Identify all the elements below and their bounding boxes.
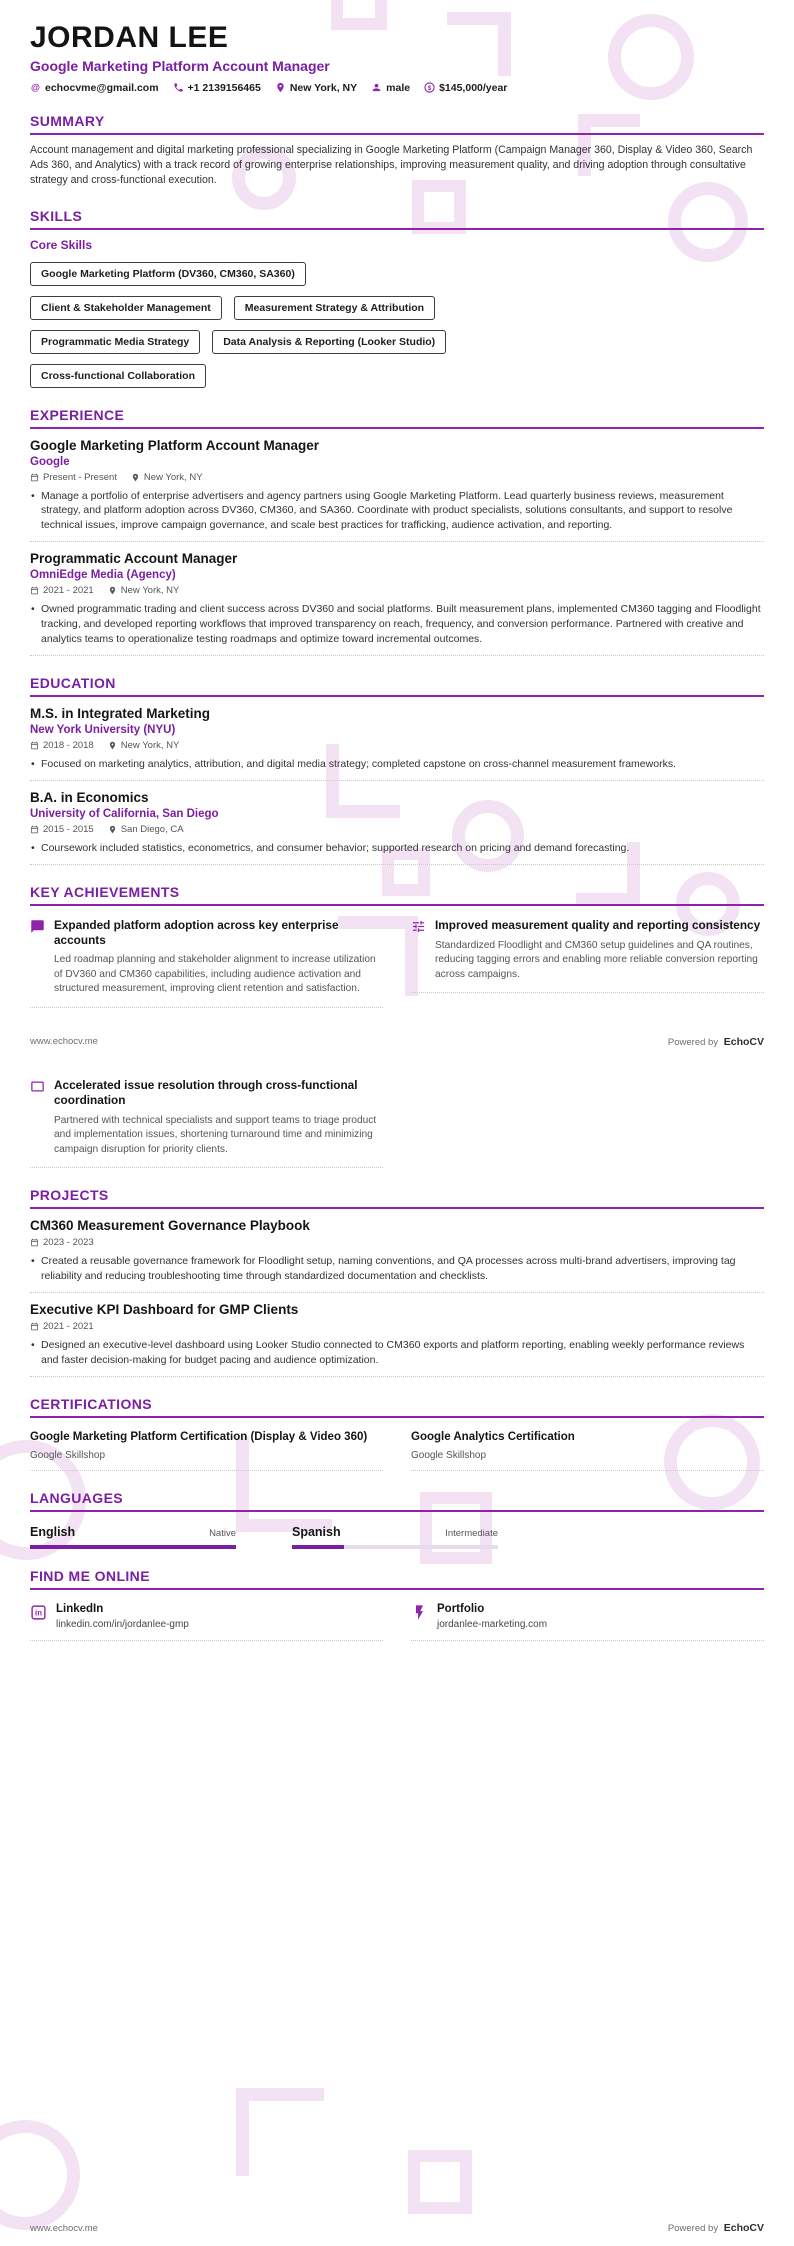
school-name: University of California, San Diego [30, 807, 219, 820]
education-section [30, 675, 764, 865]
calendar-icon [30, 473, 39, 482]
skills-heading: SKILLS [30, 208, 764, 230]
certification-issuer: Google Skillshop [411, 1449, 487, 1461]
calendar-icon [30, 586, 39, 595]
job-meta [30, 472, 764, 483]
education-dates: 2018 - 2018 [30, 740, 94, 751]
project-meta [30, 1237, 764, 1248]
project-entry [30, 1302, 764, 1377]
resume-header [30, 22, 764, 94]
portfolio-link[interactable] [411, 1603, 764, 1641]
calendar-icon [30, 1322, 39, 1331]
dollar-icon [424, 82, 435, 93]
education-entry [30, 790, 764, 865]
certifications-grid [30, 1430, 764, 1471]
project-title: CM360 Measurement Governance Playbook [30, 1218, 310, 1234]
achievement-title: Improved measurement quality and reporting consistency [435, 917, 761, 932]
online-heading: FIND ME ONLINE [30, 1568, 764, 1590]
certification-item [30, 1430, 383, 1471]
project-title: Executive KPI Dashboard for GMP Clients [30, 1301, 299, 1317]
salary-contact [424, 82, 507, 94]
project-bullet: • Created a reusable governance framework for Floodlight setup, naming conventions, and QA processes across multi-brand advertisers, improving tag reliability and reducing troubleshooting time through standardized documentation and checklists. [30, 1254, 764, 1284]
achievement-title: Accelerated issue resolution through cross-functional coordination [54, 1077, 358, 1108]
echocv-brand[interactable]: EchoCV [723, 1035, 764, 1048]
experience-heading: EXPERIENCE [30, 407, 764, 429]
location-contact [275, 82, 357, 94]
language-name: English [30, 1524, 76, 1539]
project-bullets [30, 1254, 764, 1284]
calendar-icon [30, 1238, 39, 1247]
location-icon [108, 825, 117, 834]
job-bullets [30, 602, 764, 647]
skills-list [30, 262, 500, 388]
certifications-heading: CERTIFICATIONS [30, 1396, 764, 1418]
email-text: echocvme@gmail.com [45, 81, 159, 94]
online-section [30, 1568, 764, 1641]
footer-site-link[interactable]: www.echocv.me [30, 1036, 98, 1048]
certifications-section [30, 1396, 764, 1471]
person-icon [371, 82, 382, 93]
achievement-text: Partnered with technical specialists and support teams to triage product and implementation issues, shortening turnaround time and minimizing campaign disruption for priority clients. [54, 1114, 377, 1155]
skills-group-label: Core Skills [30, 237, 93, 252]
job-meta [30, 585, 764, 596]
footer-site-link[interactable]: www.echocv.me [30, 2222, 98, 2234]
education-meta [30, 824, 764, 835]
education-location: New York, NY [108, 740, 180, 751]
language-item [30, 1525, 236, 1549]
project-dates: 2023 - 2023 [30, 1237, 94, 1248]
sliders-icon [411, 919, 426, 934]
skill-chip: Client & Stakeholder Management [30, 296, 222, 320]
phone-icon [173, 82, 184, 93]
page-footer [30, 2222, 764, 2238]
achievements-grid [30, 918, 764, 1008]
language-level: Native [209, 1527, 236, 1539]
degree-title: B.A. in Economics [30, 789, 149, 805]
language-progress-track [30, 1545, 236, 1549]
powered-by: Powered by EchoCV [667, 1035, 764, 1048]
achievement-title: Expanded platform adoption across key enterprise accounts [54, 917, 339, 948]
skill-chip: Data Analysis & Reporting (Looker Studio) [212, 330, 446, 354]
languages-section [30, 1490, 764, 1549]
project-entry [30, 1218, 764, 1293]
location-icon [275, 82, 286, 93]
calendar-icon [30, 825, 39, 834]
language-level: Intermediate [445, 1527, 498, 1539]
language-item [292, 1525, 498, 1549]
education-dates: 2015 - 2015 [30, 824, 94, 835]
achievement-item [30, 918, 383, 1008]
gender-text: male [386, 81, 411, 94]
powered-by: Powered by EchoCV [667, 2222, 764, 2234]
location-icon [131, 473, 140, 482]
job-bullet: • Owned programmatic trading and client success across DV360 and social platforms. Built measurement plans, implemented CM360 tagging and Floodlight tracking, and developed reporting workflows that improved transparency on reach, frequency, and conversion performance. Partnered with creative and analytics teams to operationalize testing roadmaps and optimize toward incremental outcomes. [30, 602, 764, 647]
language-progress-fill [30, 1545, 236, 1549]
certification-issuer: Google Skillshop [30, 1449, 106, 1461]
linkedin-icon [30, 1604, 47, 1621]
link-label: Portfolio [437, 1602, 485, 1615]
job-bullet: • Manage a portfolio of enterprise advertisers and agency partners using Google Marketing Platform. Lead quarterly business reviews, measurement strategy, and platform adoption across DV360, CM360, and SA360. Coordinate with product specialists, solutions consultants, and support to resolve technical issues, improve campaign governance, and scale best practices for trafficking, audience activation, and reporting. [30, 489, 764, 534]
summary-heading: SUMMARY [30, 113, 764, 135]
experience-entry [30, 551, 764, 656]
achievements-heading: KEY ACHIEVEMENTS [30, 884, 764, 906]
education-meta [30, 740, 764, 751]
link-url: linkedin.com/in/jordanlee-gmp [56, 1618, 189, 1630]
email-contact[interactable] [30, 82, 159, 94]
school-name: New York University (NYU) [30, 724, 176, 737]
job-location: New York, NY [108, 585, 180, 596]
language-progress-fill [292, 1545, 344, 1549]
job-title: Google Marketing Platform Account Manager [30, 437, 320, 453]
education-bullet: • Coursework included statistics, econometrics, and consumer behavior; supported research on pricing and demand forecasting. [30, 841, 764, 856]
link-url: jordanlee-marketing.com [437, 1618, 548, 1630]
candidate-name: JORDAN LEE [30, 21, 229, 54]
summary-text: Account management and digital marketing professional specializing in Google Marketing Platform (Campaign Manager 360, Display & Video 360, Search Ads 360, and Analytics) with a track record of growing enterprise relationships, improving measurement quality, and driving adoption through consultative strategy and cross-functional execution. [30, 143, 753, 187]
languages-list [30, 1525, 764, 1549]
degree-title: M.S. in Integrated Marketing [30, 706, 211, 722]
achievement-text: Standardized Floodlight and CM360 setup guidelines and QA routines, reducing tagging errors and enabling more reliable conversion reporting across campaigns. [435, 939, 758, 980]
project-bullet: • Designed an executive-level dashboard using Looker Studio connected to CM360 exports and platform reporting, enabling weekly performance reviews and faster decision-making for budget pacing and audience optimization. [30, 1338, 764, 1368]
card-icon [30, 1079, 45, 1094]
email-icon [30, 82, 41, 93]
skill-chip: Programmatic Media Strategy [30, 330, 200, 354]
link-label: LinkedIn [56, 1602, 104, 1615]
experience-section [30, 407, 764, 656]
location-icon [108, 586, 117, 595]
achievement-item [30, 1078, 383, 1168]
projects-section [30, 1187, 764, 1377]
location-text: New York, NY [289, 81, 358, 94]
job-dates: 2021 - 2021 [30, 585, 94, 596]
location-icon [108, 741, 117, 750]
education-bullet: • Focused on marketing analytics, attribution, and digital media strategy; completed capstone on cross-channel measurement frameworks. [30, 757, 764, 772]
projects-heading: PROJECTS [30, 1187, 764, 1209]
education-entry [30, 706, 764, 781]
page-footer [30, 1036, 764, 1048]
echocv-brand[interactable]: EchoCV [723, 2222, 764, 2234]
achievement-item [411, 918, 764, 993]
languages-heading: LANGUAGES [30, 1490, 764, 1512]
project-bullets [30, 1338, 764, 1368]
online-links [30, 1603, 764, 1641]
education-bullets [30, 841, 764, 856]
achievements-section [30, 884, 764, 1008]
certification-title: Google Analytics Certification [411, 1430, 575, 1443]
project-dates: 2021 - 2021 [30, 1321, 94, 1332]
phone-contact[interactable] [173, 82, 261, 94]
calendar-icon [30, 741, 39, 750]
certification-item [411, 1430, 764, 1471]
skill-chip: Cross-functional Collaboration [30, 364, 206, 388]
company-name: OmniEdge Media (Agency) [30, 569, 176, 582]
language-name: Spanish [292, 1524, 341, 1539]
linkedin-link[interactable] [30, 1603, 383, 1641]
phone-text: +1 2139156465 [187, 81, 261, 94]
salary-text: $145,000/year [439, 81, 508, 94]
experience-entry [30, 438, 764, 543]
language-progress-track [292, 1545, 498, 1549]
job-location: New York, NY [131, 472, 203, 483]
skill-chip: Measurement Strategy & Attribution [234, 296, 435, 320]
skill-chip: Google Marketing Platform (DV360, CM360, SA360) [30, 262, 306, 286]
contact-row [30, 82, 764, 94]
job-title: Programmatic Account Manager [30, 551, 238, 567]
skills-section [30, 208, 764, 388]
education-bullets [30, 757, 764, 772]
achievement-text: Led roadmap planning and stakeholder alignment to increase utilization of DV360 and CM360 capabilities, including audience activation and structured measurement, improving client retention and satisfaction. [54, 954, 376, 995]
job-dates: Present - Present [30, 472, 117, 483]
lightning-icon [411, 1604, 428, 1621]
candidate-title: Google Marketing Platform Account Manager [30, 57, 330, 74]
education-heading: EDUCATION [30, 675, 764, 697]
job-bullets [30, 489, 764, 534]
project-meta [30, 1321, 764, 1332]
summary-section [30, 113, 764, 189]
gender-contact [371, 82, 410, 94]
education-location: San Diego, CA [108, 824, 184, 835]
company-name: Google [30, 455, 70, 468]
certification-title: Google Marketing Platform Certification (Display & Video 360) [30, 1430, 368, 1443]
speech-bubble-icon [30, 919, 45, 934]
